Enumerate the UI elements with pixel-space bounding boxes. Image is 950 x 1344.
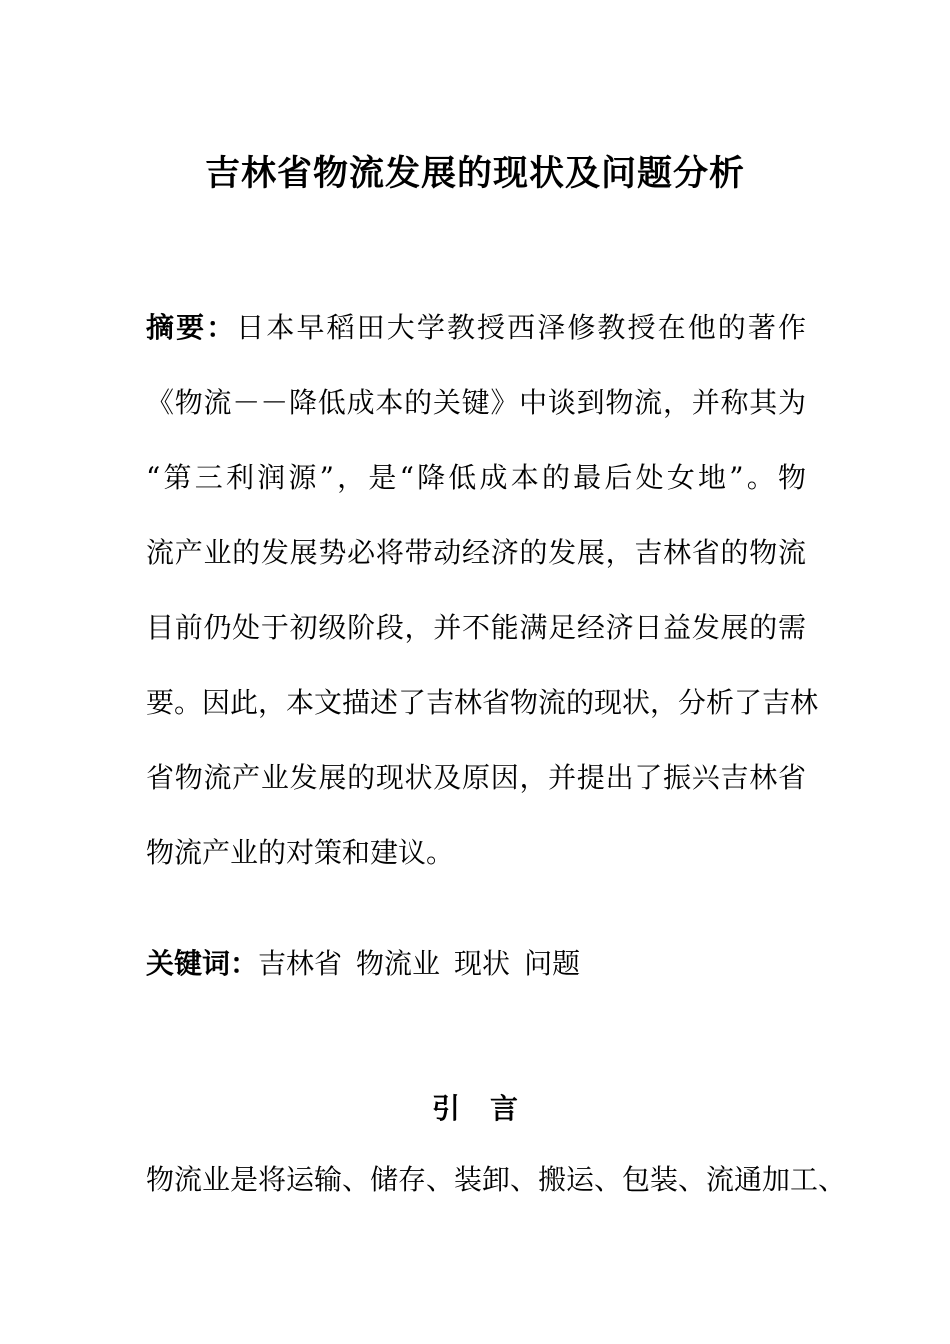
abstract-line	[146, 290, 806, 365]
abstract-line: 目前仍处于初级阶段，并不能满足经济日益发展的需	[146, 611, 806, 644]
section-heading-introduction: 引言	[431, 1092, 548, 1126]
abstract-line: 物流产业的对策和建议。	[146, 836, 455, 869]
abstract-line: 要。因此，本文描述了吉林省物流的现状，分析了吉林	[146, 686, 819, 719]
keywords-line	[146, 941, 806, 987]
abstract-line: 流产业的发展势必将带动经济的发展，吉林省的物流	[146, 536, 806, 569]
keywords-label: 关键词：	[146, 947, 259, 980]
abstract-paragraph	[146, 290, 819, 890]
introduction-text: 物流业是将运输、储存、装卸、搬运、包装、流通加工、	[146, 1163, 847, 1196]
abstract-label: 摘要：	[146, 311, 237, 344]
keyword: 现状	[454, 947, 511, 980]
keyword: 物流业	[356, 947, 441, 980]
keyword: 问题	[524, 947, 581, 980]
abstract-text: 日本早稻田大学教授西泽修教授在他的著作	[236, 311, 806, 344]
abstract-line: “第三利润源”，是“降低成本的最后处女地”。物	[146, 461, 806, 494]
keyword: 吉林省	[258, 947, 343, 980]
abstract-line: 《物流－－降低成本的关键》中谈到物流，并称其为	[146, 386, 806, 419]
document-title: 吉林省物流发展的现状及问题分析	[204, 154, 745, 195]
abstract-line: 省物流产业发展的现状及原因，并提出了振兴吉林省	[146, 761, 806, 794]
